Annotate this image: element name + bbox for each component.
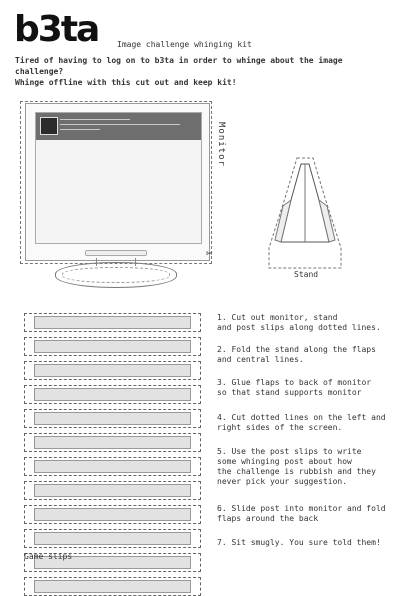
slip-writing-area: [34, 364, 191, 377]
slip-writing-area: [34, 532, 191, 545]
slip-writing-area: [34, 460, 191, 473]
instruction-step: [217, 413, 395, 433]
game-slip: [24, 481, 201, 500]
instruction-step: [217, 313, 395, 333]
game-slip: [24, 313, 201, 332]
game-slip: [24, 577, 201, 596]
slip-writing-area: [34, 316, 191, 329]
game-slip: [24, 529, 201, 548]
intro-text: [15, 55, 395, 88]
game-slip: [24, 433, 201, 452]
scissors-icon: ✂: [206, 247, 213, 260]
instruction-step: [217, 504, 395, 524]
slip-writing-area: [34, 412, 191, 425]
instruction-step: [217, 378, 395, 398]
instruction-line: 4. Cut dotted lines on the left and: [217, 413, 386, 422]
intro-line: Whinge offline with this cut out and keep kit!: [15, 78, 237, 87]
instruction-line: the challenge is rubbish and they: [217, 467, 376, 476]
instruction-step: [217, 538, 395, 548]
monitor-label: Monitor: [216, 122, 226, 167]
slip-writing-area: [34, 580, 191, 593]
instruction-line: 6. Slide post into monitor and fold: [217, 504, 386, 513]
instruction-line: 3. Glue flaps to back of monitor: [217, 378, 372, 387]
b3ta-logo: b3ta: [14, 9, 99, 50]
instruction-line: 2. Fold the stand along the flaps: [217, 345, 376, 354]
game-slip: [24, 409, 201, 428]
avatar: [40, 117, 58, 135]
slip-writing-area: [34, 508, 191, 521]
game-slip: [24, 505, 201, 524]
instruction-line: right sides of the screen.: [217, 423, 343, 432]
slip-writing-area: [34, 436, 191, 449]
screen-text-line: [60, 119, 130, 120]
game-slip: [24, 361, 201, 380]
stand-cutout: [265, 150, 345, 270]
instruction-line: some whinging post about how: [217, 457, 352, 466]
game-slip: [24, 457, 201, 476]
game-slip: [24, 337, 201, 356]
monitor-base-cut-line: [62, 267, 170, 283]
instruction-line: 5. Use the post slips to write: [217, 447, 362, 456]
monitor-button-bar: [85, 250, 147, 256]
monitor-screen: [35, 112, 202, 244]
screen-text-line: [60, 124, 180, 125]
screen-text-line: [60, 129, 100, 130]
slip-writing-area: [34, 340, 191, 353]
instruction-line: flaps around the back: [217, 514, 319, 523]
intro-line: Tired of having to log on to b3ta in order to whinge about the image: [15, 56, 343, 65]
slip-writing-area: [34, 484, 191, 497]
slip-writing-area: [34, 388, 191, 401]
screen-post-header: [36, 113, 201, 140]
instruction-line: so that stand supports monitor: [217, 388, 362, 397]
instruction-step: [217, 345, 395, 365]
intro-line: challenge?: [15, 67, 64, 76]
instruction-line: never pick your suggestion.: [217, 477, 348, 486]
slips-label: Game slips: [24, 552, 73, 561]
instruction-line: and central lines.: [217, 355, 304, 364]
instruction-line: 1. Cut out monitor, stand: [217, 313, 338, 322]
instruction-step: [217, 447, 395, 487]
instruction-line: and post slips along dotted lines.: [217, 323, 381, 332]
instruction-line: 7. Sit smugly. You sure told them!: [217, 538, 381, 547]
stand-label: Stand: [294, 270, 319, 279]
game-slip: [24, 385, 201, 404]
kit-title: Image challenge whinging kit: [117, 40, 252, 49]
